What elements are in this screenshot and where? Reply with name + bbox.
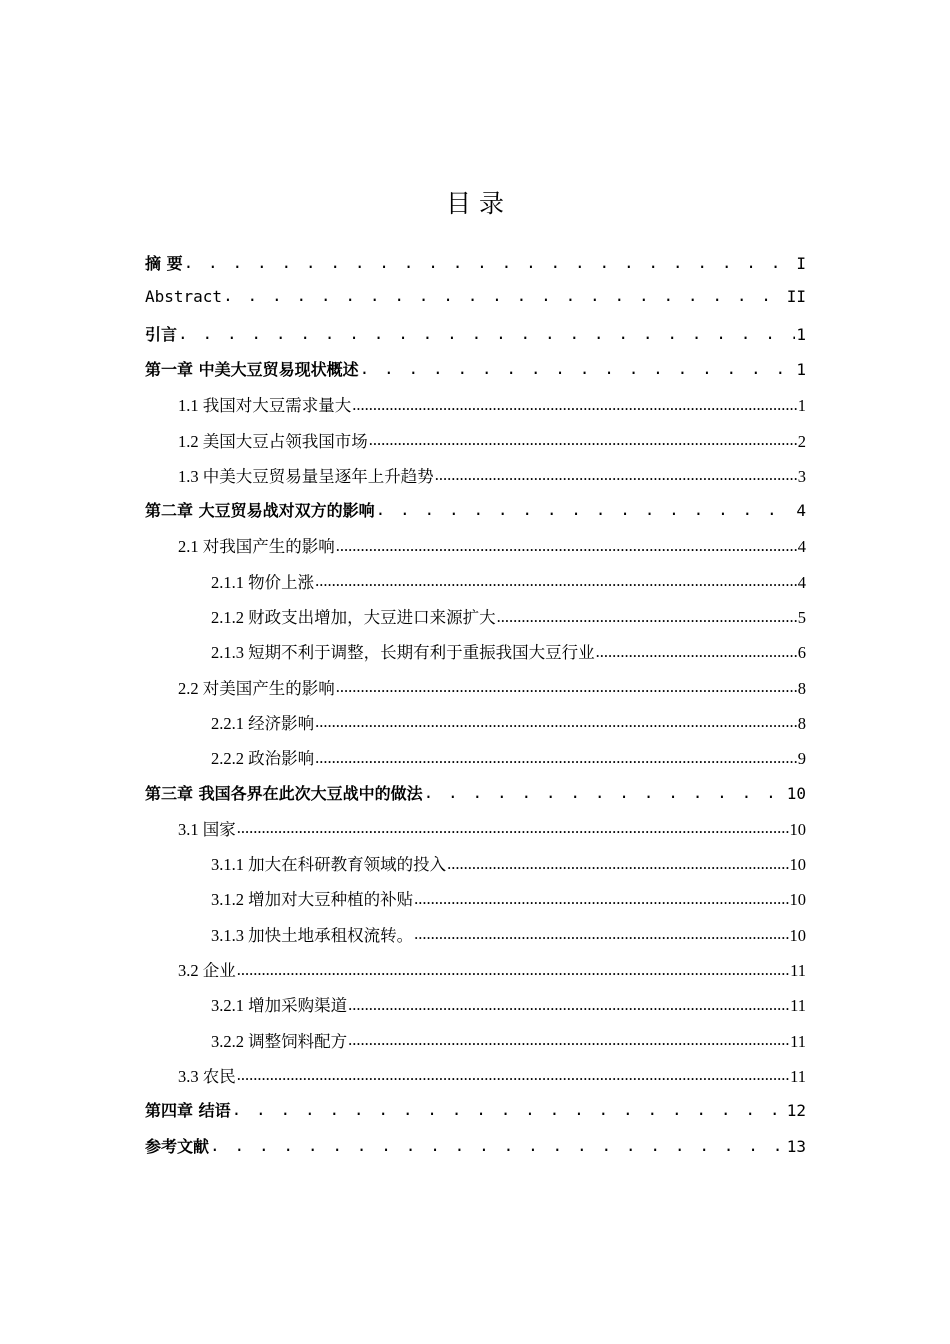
toc-entry-label: Abstract	[145, 287, 223, 307]
toc-entry-page-number: 1	[796, 324, 806, 344]
toc-entry-label: 第四章 结语	[145, 1101, 231, 1121]
toc-entry-label: 3.1.2 增加对大豆种植的补贴	[211, 890, 414, 910]
toc-entry-page-number: 9	[797, 749, 806, 769]
dot-leader	[360, 359, 796, 375]
dot-leader	[223, 286, 786, 302]
dot-leader	[232, 1100, 786, 1116]
toc-entry-label: 3.2 企业	[178, 961, 236, 980]
toc-entry-label: 第三章 我国各界在此次大豆战中的做法	[145, 783, 423, 803]
toc-entry[interactable]	[178, 957, 806, 992]
toc-entry[interactable]	[178, 428, 806, 463]
toc-entry-page-number: 1	[796, 359, 806, 379]
dot-leader	[596, 642, 797, 659]
toc-entry-label: 2.2 对美国产生的影响	[178, 678, 335, 698]
dot-leader	[315, 712, 797, 729]
toc-entry-page-number: 2	[797, 431, 806, 451]
toc-entry-label: 第二章 大豆贸易战对双方的影响	[145, 501, 375, 521]
toc-entry[interactable]	[145, 1098, 806, 1133]
dot-leader	[369, 430, 797, 447]
dot-leader	[237, 1065, 789, 1082]
toc-entry[interactable]	[211, 639, 806, 674]
toc-entry-page-number: 8	[797, 713, 806, 733]
toc-entry-label: 引言	[145, 324, 178, 344]
toc-entry-page-number: 11	[790, 996, 806, 1016]
dot-leader	[178, 324, 795, 340]
toc-entry[interactable]	[211, 886, 806, 921]
toc-entry-label: 1.3 中美大豆贸易量呈逐年上升趋势	[178, 466, 434, 486]
toc-entry-page-number: 1	[797, 396, 806, 416]
toc-entry[interactable]	[178, 1063, 806, 1098]
toc-entry[interactable]	[211, 922, 806, 957]
toc-entry-page-number: 12	[786, 1101, 806, 1121]
toc-entry[interactable]	[145, 251, 806, 286]
toc-entry[interactable]	[145, 322, 806, 357]
toc-entry-page-number: II	[786, 287, 806, 307]
toc-entry-page-number: 5	[797, 608, 806, 627]
toc-entry[interactable]	[211, 851, 806, 886]
toc-entry[interactable]	[178, 392, 806, 427]
toc-entry[interactable]	[211, 992, 806, 1027]
dot-leader	[414, 889, 788, 906]
toc-entry-label: 2.1.1 物价上涨	[211, 572, 315, 592]
toc-entry-label: 3.1.1 加大在科研教育领域的投入	[211, 855, 447, 875]
toc-entry-label: 1.2 美国大豆占领我国市场	[178, 431, 368, 451]
toc-entry-page-number: 11	[790, 961, 806, 980]
toc-entry[interactable]	[145, 498, 806, 533]
toc-entry-page-number: 11	[790, 1066, 806, 1086]
toc-entry-page-number: 10	[789, 819, 806, 839]
dot-leader	[497, 607, 797, 624]
toc-entry-label: 3.2.2 调整饲料配方	[211, 1031, 348, 1051]
dot-leader	[352, 395, 797, 412]
toc-entry-label: 2.2.2 政治影响	[211, 749, 315, 769]
toc-entry-label: 3.2.1 增加采购渠道	[211, 996, 348, 1016]
dot-leader	[184, 253, 796, 269]
toc-entry[interactable]	[145, 1134, 806, 1169]
toc-entry-page-number: 10	[789, 890, 806, 910]
toc-entry[interactable]	[145, 357, 806, 392]
toc-entry-label: 摘 要	[145, 254, 183, 273]
toc-entry[interactable]	[211, 745, 806, 780]
dot-leader	[414, 924, 788, 941]
toc-entry[interactable]	[178, 816, 806, 851]
toc-entry[interactable]	[178, 675, 806, 710]
dot-leader	[315, 748, 797, 765]
toc-entry-page-number: 4	[796, 501, 806, 521]
toc-entry-page-number: 4	[797, 537, 806, 557]
toc-entry-page-number: 8	[797, 678, 806, 698]
toc-entry-label: 3.1 国家	[178, 819, 236, 839]
toc-entry-page-number: 10	[789, 925, 806, 945]
toc-entry-label: 第一章 中美大豆贸易现状概述	[145, 359, 359, 379]
toc-entry-label: 3.3 农民	[178, 1066, 236, 1086]
toc-entry[interactable]	[178, 463, 806, 498]
toc-entry[interactable]	[178, 533, 806, 568]
toc-entry-page-number: 6	[797, 643, 806, 663]
toc-entry-page-number: 10	[789, 855, 806, 875]
toc-entry-page-number: 11	[790, 1031, 806, 1051]
toc-title: 目 录	[446, 189, 504, 218]
toc-entry[interactable]	[145, 781, 806, 816]
dot-leader	[348, 1030, 789, 1047]
toc-entry-label: 2.1 对我国产生的影响	[178, 537, 335, 557]
toc-entry[interactable]	[211, 569, 806, 604]
dot-leader	[447, 854, 788, 871]
dot-leader	[315, 571, 797, 588]
dot-leader	[336, 536, 797, 553]
toc-entry-page-number: 13	[786, 1136, 806, 1156]
toc-entry-label: 1.1 我国对大豆需求量大	[178, 396, 352, 416]
dot-leader	[376, 500, 796, 516]
toc-entry[interactable]	[211, 1028, 806, 1063]
dot-leader	[348, 995, 789, 1012]
dot-leader	[210, 1136, 786, 1152]
toc-entry-label: 参考文献	[145, 1136, 210, 1156]
toc-entry[interactable]	[145, 286, 806, 321]
dot-leader	[237, 818, 789, 835]
dot-leader	[237, 960, 789, 977]
dot-leader	[435, 465, 797, 482]
toc-entry-page-number: 10	[786, 783, 806, 803]
dot-leader	[336, 677, 797, 694]
toc-entry[interactable]	[211, 604, 806, 639]
toc-entry-page-number: 3	[797, 466, 806, 486]
toc-entry-label: 2.1.2 财政支出增加，大豆进口来源扩大	[211, 608, 496, 627]
toc-entry-label: 3.1.3 加快土地承租权流转。	[211, 925, 414, 945]
toc-entry[interactable]	[211, 710, 806, 745]
toc-entry-label: 2.1.3 短期不利于调整，长期有利于重振我国大豆行业	[211, 643, 595, 663]
toc-entry-page-number: 4	[797, 572, 806, 592]
dot-leader	[424, 783, 786, 799]
toc-entry-page-number: I	[796, 254, 806, 273]
toc-entry-label: 2.2.1 经济影响	[211, 713, 315, 733]
